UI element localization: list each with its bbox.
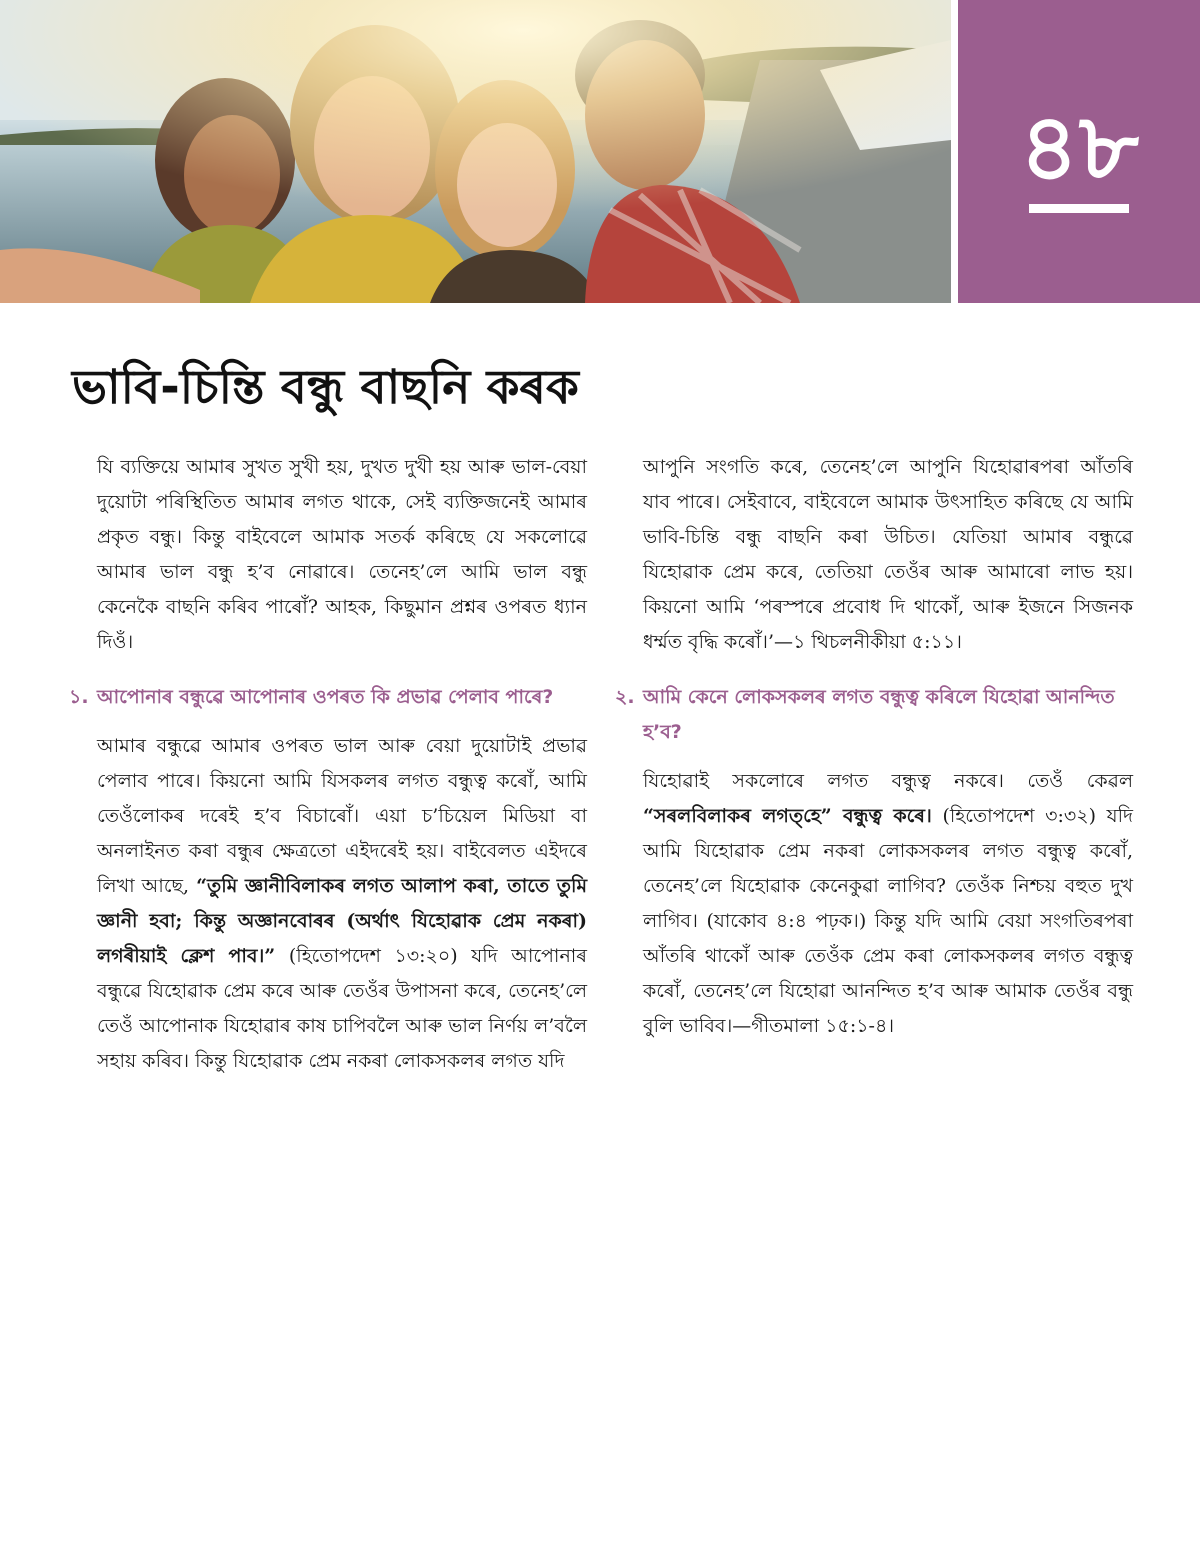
section-1-question: [69, 680, 587, 715]
intro-paragraph: যি ব্যক্তিয়ে আমাৰ সুখত সুখী হয়, দুখত দুখী হয় আৰু ভাল-বেয়া দুয়োটা পৰিস্থিতিত আমাৰ লগত থাকে, সেই ব্যক্তিজনেই আমাৰ প্ৰকৃত বন্ধু। কিন্তু বাইবেলে আমাক সতৰ্ক কৰিছে যে সকলোৱে আমাৰ ভাল বন্ধু হ’ব নোৱাৰে। তেনেহ’লে আমি ভাল বন্ধু কেনেকৈ বাছনি কৰিব পাৰোঁ? আহক, কিছুমান প্ৰশ্নৰ ওপৰত ধ্যান দিওঁ।: [97, 456, 587, 653]
section-2-paragraph: [643, 764, 1133, 1044]
hero-photo: [0, 0, 951, 303]
section-2-text-after: (হিতোপদেশ ৩:৩২) যদি আমি যিহোৱাক প্ৰেম নকৰা লোকসকলৰ লগত বন্ধুত্ব কৰোঁ, তেনেহ’লে যিহোৱাক কেনেকুৱা লাগিব? তেওঁক নিশ্চয় বহুত দুখ লাগিব। (যাকোব ৪:৪ পঢ়ক।) কিন্তু যদি আমি বেয়া সংগতিৰপৰা আঁতৰি থাকোঁ আৰু তেওঁক প্ৰেম কৰা লোকসকলৰ লগত বন্ধুত্ব কৰোঁ, তেনেহ’লে যিহোৱা আনন্দিত হ’ব আৰু আমাক তেওঁৰ বন্ধু বুলি ভাবিব।—গীতমালা ১৫:১-৪।: [643, 805, 1134, 1037]
section-2-text-before: যিহোৱাই সকলোৰে লগত বন্ধুত্ব নকৰে। তেওঁ কেৱল: [643, 770, 1133, 792]
section-2-question-text: আমি কেনে লোকসকলৰ লগত বন্ধুত্ব কৰিলে যিহোৱা আনন্দিত হ’ব?: [643, 686, 1115, 743]
section-1-text-after: (হিতোপদেশ ১৩:২০) যদি আপোনাৰ বন্ধুৱে যিহোৱাক প্ৰেম কৰে আৰু তেওঁৰ উপাসনা কৰে, তেনেহ’লে তেওঁ আপোনাক যিহোৱাৰ কাষ চাপিবলৈ আৰু ভাল নিৰ্ণয় ল’বলৈ সহায় কৰিব। কিন্তু যিহোৱাক প্ৰেম নকৰা লোকসকলৰ লগত যদি: [97, 945, 587, 1072]
section-2-number: ২.: [615, 686, 635, 708]
section-2-quote: “সৰলবিলাকৰ লগত্‌হে” বন্ধুত্ব কৰে।: [643, 805, 932, 827]
section-1-quote: “তুমি জ্ঞানীবিলাকৰ লগত আলাপ কৰা, তাতে তুমি জ্ঞানী হবা; কিন্তু অজ্ঞানবোৰৰ (অৰ্থাৎ যিহোৱাক প্ৰেম নকৰা) লগৰীয়াই ক্লেশ পাব।”: [97, 875, 587, 967]
section-1-question-text: আপোনাৰ বন্ধুৱে আপোনাৰ ওপৰত কি প্ৰভাৱ পেলাব পাৰে?: [97, 686, 554, 708]
section-2-question: [615, 680, 1133, 750]
badge-underline: [1029, 204, 1129, 213]
section-1-number: ১.: [69, 686, 89, 708]
page-title: ভাবি-চিন্তি বন্ধু বাছনি কৰক: [72, 360, 579, 415]
lesson-number: ৪৮: [1019, 94, 1139, 201]
right-column: [615, 450, 1134, 1044]
section-1-text-before: আমাৰ বন্ধুৱে আমাৰ ওপৰত ভাল আৰু বেয়া দুয়োটাই প্ৰভাৱ পেলাব পাৰে। কিয়নো আমি যিসকলৰ লগত বন্ধুত্ব কৰোঁ, আমি তেওঁলোকৰ দৰেই হ’ব বিচাৰোঁ। এয়া চ’চিয়েল মিডিয়া বা অনলাইনত কৰা বন্ধুৰ ক্ষেত্ৰতো এইদৰেই হয়। বাইবেলত এইদৰে লিখা আছে,: [97, 735, 587, 897]
group-selfie-illustration: [0, 0, 951, 303]
section-1-paragraph: [97, 729, 587, 1079]
lesson-number-badge: [958, 0, 1200, 303]
left-column: [69, 450, 587, 1079]
section-1-paragraph-continued: আপুনি সংগতি কৰে, তেনেহ’লে আপুনি যিহোৱাৰপৰা আঁতৰি যাব পাৰে। সেইবাবে, বাইবেলে আমাক উৎসাহিত কৰিছে যে আমি ভাবি-চিন্তি বন্ধু বাছনি কৰা উচিত। যেতিয়া আমাৰ বন্ধুৱে যিহোৱাক প্ৰেম কৰে, তেতিয়া তেওঁৰ আৰু আমাৰো লাভ হয়। কিয়নো আমি ‘পৰস্পৰে প্ৰবোধ দি থাকোঁ, আৰু ইজনে সিজনক ধৰ্ম্মত বৃদ্ধি কৰোঁ।’—১ থিচলনীকীয়া ৫:১১।: [643, 456, 1133, 653]
